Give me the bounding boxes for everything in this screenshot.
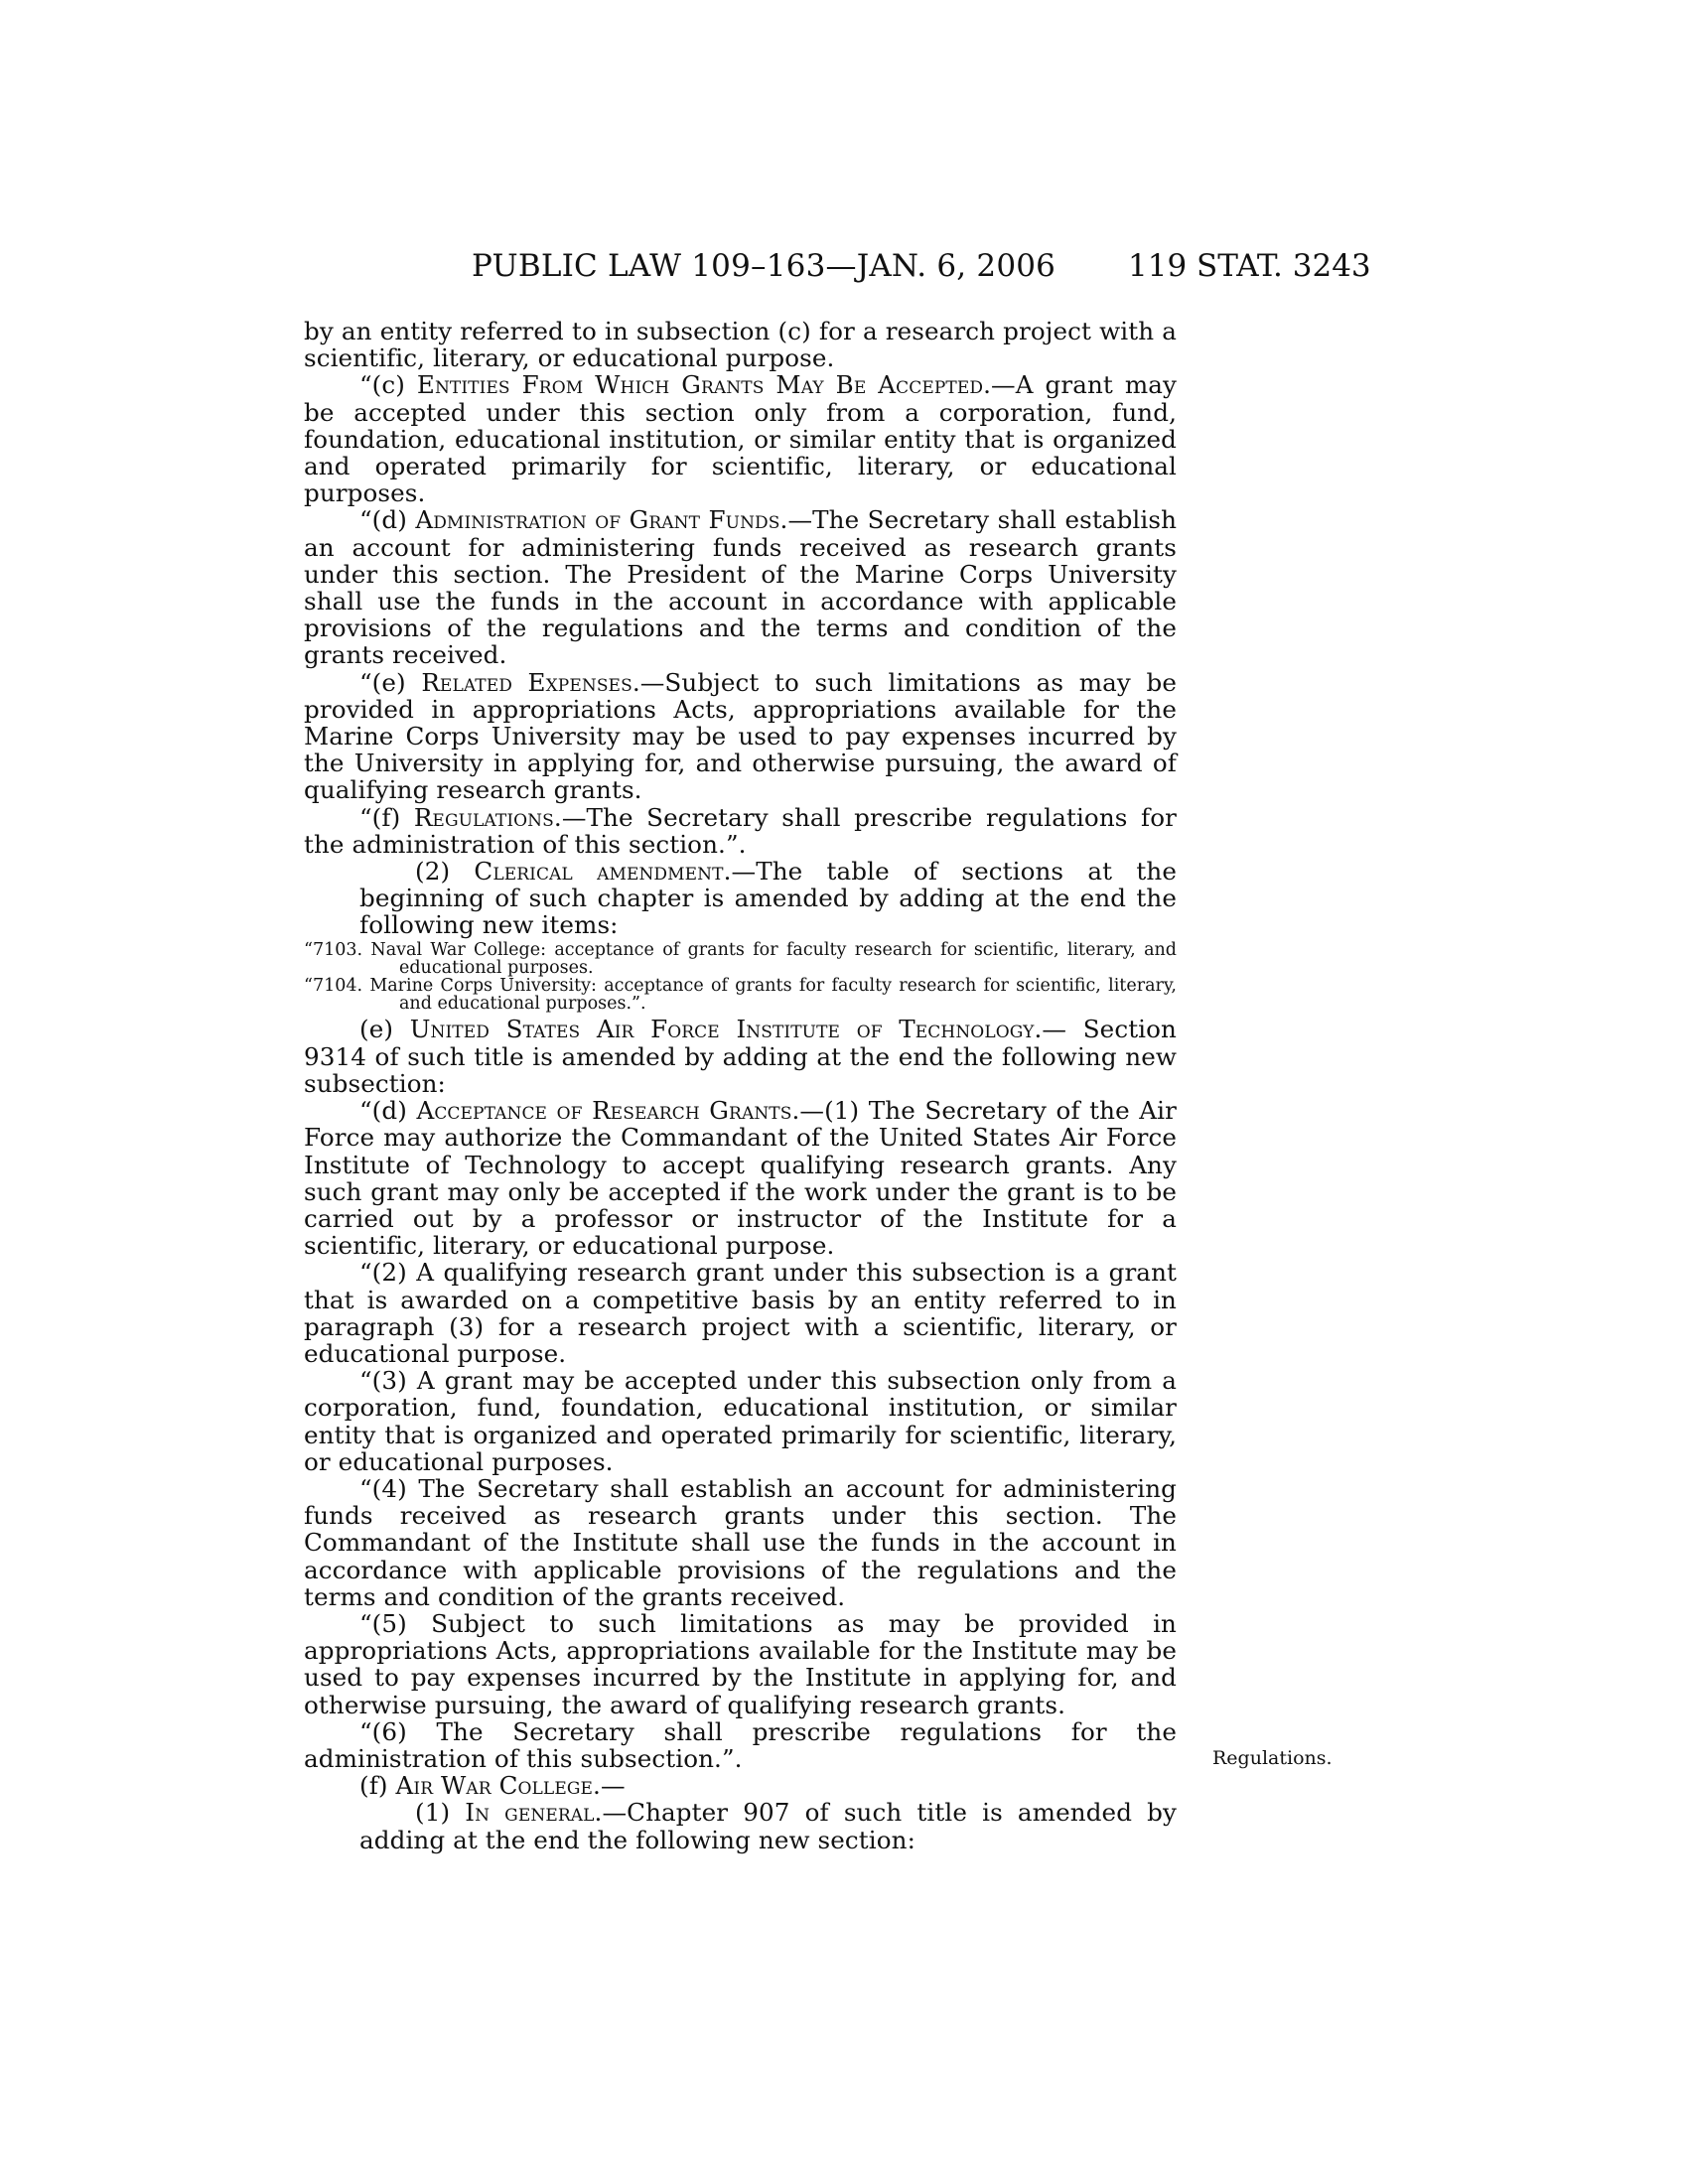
paragraph-subsection-e: “(e) Related Expenses.—Subject to such limitations as may be provided in appropriations Acts, appropriations available for the Marine Corps University may be used to pay expenses incurred by the University in applying for, and otherwise pursuing, the award of qualifying research grants. (304, 667, 1177, 805)
toc-item: “7104. Marine Corps University: acceptance of grants for faculty research for scientific, literary, and educational purposes.”. (304, 976, 1177, 1015)
paragraph-in-general: (1) In general.—Chapter 907 of such title is amended by adding at the end the following new section: (359, 1798, 1177, 1854)
paragraph-acceptance-of-grants: “(d) Acceptance of Research Grants.—(1) The Secretary of the Air Force may authorize the Commandant of the United States Air Force Institute of Technology to accept qualifying research grants. Any such grant may only be accepted if the work under the grant is to be carried out by a professor or instructor of the Institute for a scientific, literary, or educational purpose. (304, 1096, 1177, 1261)
paragraph-item-6: “(6) The Secretary shall prescribe regulations for the administration of this subsection.”. (304, 1716, 1177, 1773)
section-heading: Related Expenses. (421, 667, 640, 697)
paragraph-continuation: by an entity referred to in subsection (c) for a research project with a scientific, literary, or educational purpose. (304, 317, 1177, 373)
section-heading: Entities From Which Grants May Be Accepted. (416, 370, 991, 400)
toc-item: “7103. Naval War College: acceptance of grants for faculty research for scientific, literary, and educational purposes. (304, 939, 1177, 978)
section-heading: Acceptance of Research Grants. (416, 1096, 800, 1126)
section-heading: Air War College. (395, 1771, 601, 1801)
section-heading: Clerical amendment. (474, 857, 732, 887)
section-heading: United States Air Force Institute of Technology. (409, 1015, 1043, 1044)
paragraph-air-war-college: (f) Air War College.— (359, 1771, 626, 1801)
running-title: PUBLIC LAW 109–163—JAN. 6, 2006 (472, 248, 1056, 284)
paragraph-clerical-amendment: (2) Clerical amendment.—The table of sections at the beginning of such chapter is amended by adding at the end the following new items: (359, 857, 1177, 940)
section-heading: In general. (465, 1798, 603, 1828)
paragraph-subsection-e-afit: (e) United States Air Force Institute of Technology.— Section 9314 of such title is amended by adding at the end the following new subsection: (304, 1015, 1177, 1098)
section-heading: Regulations. (413, 802, 562, 832)
table-of-sections (304, 941, 1177, 1014)
paragraph-item-2: “(2) A qualifying research grant under this subsection is a grant that is awarded on a competitive basis by an entity referred to in paragraph (3) for a research project with a scientific, literary, or educational purpose. (304, 1258, 1177, 1368)
document-body (304, 318, 1177, 1853)
paragraph-subsection-c: “(c) Entities From Which Grants May Be Accepted.—A grant may be accepted under this section only from a corporation, fund, foundation, educational institution, or similar entity that is organized and operated primarily for scientific, literary, or educational purposes. (304, 370, 1178, 508)
stat-citation: 119 STAT. 3243 (1128, 248, 1371, 284)
margin-note-regulations: Regulations. (1212, 1747, 1333, 1769)
paragraph-item-3: “(3) A grant may be accepted under this subsection only from a corporation, fund, foundation, educational institution, or similar entity that is organized and operated primarily for scientific, literary, or educational purposes. (304, 1366, 1177, 1476)
paragraph-item-4: “(4) The Secretary shall establish an account for administering funds received as research grants under this section. The Commandant of the Institute shall use the funds in the account in accordance with applicable provisions of the regulations and the terms and condition of the grants received. (304, 1473, 1177, 1611)
section-heading: Administration of Grant Funds. (415, 505, 788, 535)
paragraph-item-5: “(5) Subject to such limitations as may be provided in appropriations Acts, appropriations available for the Institute may be used to pay expenses incurred by the Institute in applying for, and otherwise pursuing, the award of qualifying research grants. (304, 1608, 1177, 1719)
paragraph-subsection-f: “(f) Regulations.—The Secretary shall prescribe regulations for the administration of this section.”. (304, 802, 1178, 859)
paragraph-subsection-d: “(d) Administration of Grant Funds.—The Secretary shall establish an account for administering funds received as research grants under this section. The President of the Marine Corps University shall use the funds in the account in accordance with applicable provisions of the regulations and the terms and condition of the grants received. (304, 505, 1178, 670)
